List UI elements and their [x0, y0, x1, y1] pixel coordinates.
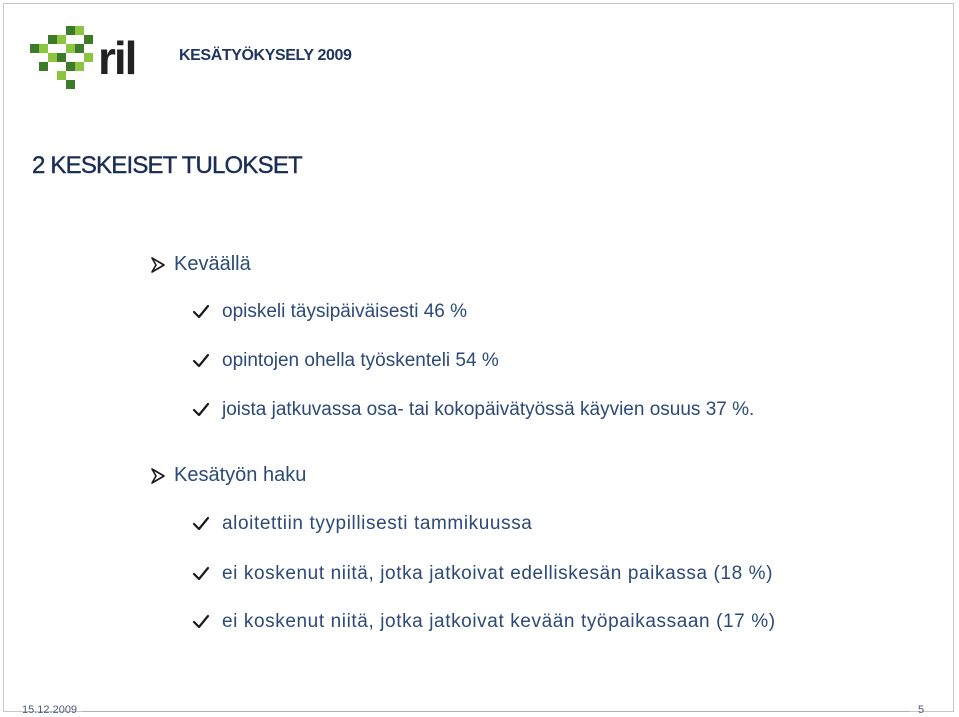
- check-icon: [192, 516, 222, 532]
- list-item: [192, 513, 532, 535]
- arrow-bullet-icon: [150, 257, 174, 273]
- header-title: KESÄTYÖKYSELY 2009: [179, 47, 352, 64]
- list-item-text: joista jatkuvassa osa- tai kokopäivätyössä käyvien osuus 37 %.: [222, 399, 755, 420]
- list-item: [192, 611, 776, 633]
- list-item: [192, 301, 467, 323]
- logo-cubes-icon: [30, 26, 93, 89]
- bullet-kesatyon-haku: [150, 464, 306, 487]
- page-number: 5: [918, 704, 925, 716]
- arrow-bullet-icon: [150, 468, 174, 484]
- list-item: [192, 563, 773, 585]
- section-title: 2 KESKEISET TULOKSET: [32, 152, 302, 179]
- logo-wordmark: ril: [98, 32, 136, 84]
- footer-divider: [82, 711, 910, 712]
- check-icon: [192, 353, 222, 369]
- list-item-text: ei koskenut niitä, jotka jatkoivat kevään työpaikassaan (17 %): [222, 611, 776, 632]
- list-item-text: opiskeli täysipäiväisesti 46 %: [222, 301, 468, 322]
- check-icon: [192, 304, 222, 320]
- check-icon: [192, 614, 222, 630]
- list-item-text: opintojen ohella työskenteli 54 %: [222, 350, 499, 371]
- list-item: [192, 399, 754, 421]
- bullet-label: Kesätyön haku: [174, 464, 307, 486]
- bullet-label: Keväällä: [174, 253, 251, 275]
- check-icon: [192, 402, 222, 418]
- footer-date: 15.12.2009: [22, 704, 78, 716]
- list-item-text: aloitettiin tyypillisesti tammikuussa: [222, 513, 533, 534]
- check-icon: [192, 566, 222, 582]
- bullet-kevaalla: [150, 253, 251, 276]
- ril-logo: [26, 22, 158, 94]
- list-item: [192, 350, 499, 372]
- list-item-text: ei koskenut niitä, jotka jatkoivat edelliskesän paikassa (18 %): [222, 563, 774, 584]
